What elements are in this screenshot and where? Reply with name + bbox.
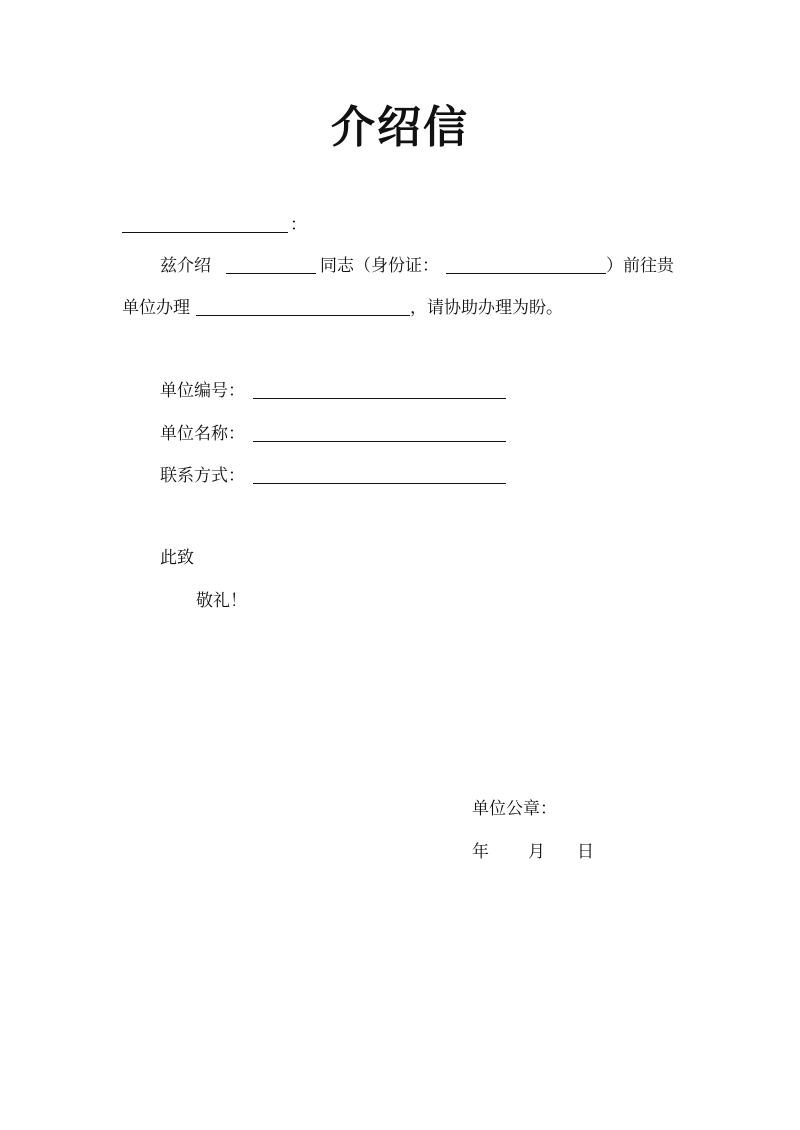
date-year: 年 xyxy=(472,842,489,862)
date-month: 月 xyxy=(528,842,545,862)
unit-handle-label: 单位办理 xyxy=(122,298,190,318)
seal-label: 单位公章： xyxy=(472,799,557,819)
contact-blank[interactable] xyxy=(253,483,506,484)
comrade-label: 同志（身份证： xyxy=(320,256,439,276)
recipient-colon: ： xyxy=(290,215,307,235)
unit-number-blank[interactable] xyxy=(253,398,506,399)
salute-text: 敬礼！ xyxy=(196,591,247,611)
recipient-blank[interactable] xyxy=(122,232,288,233)
id-number-blank[interactable] xyxy=(446,273,606,274)
letter-title: 介绍信 xyxy=(331,102,469,153)
matter-blank[interactable] xyxy=(196,315,410,316)
request-suffix: ，请协助办理为盼。 xyxy=(410,298,563,318)
date-day: 日 xyxy=(577,842,594,862)
name-blank[interactable] xyxy=(226,273,316,274)
contact-label: 联系方式： xyxy=(160,466,245,486)
unit-name-label: 单位名称： xyxy=(160,424,245,444)
unit-name-blank[interactable] xyxy=(253,441,506,442)
unit-number-label: 单位编号： xyxy=(160,381,245,401)
intro-prefix: 兹介绍 xyxy=(160,256,211,276)
closing-text: 此致 xyxy=(160,548,194,568)
proceed-label: ）前往贵 xyxy=(606,256,674,276)
